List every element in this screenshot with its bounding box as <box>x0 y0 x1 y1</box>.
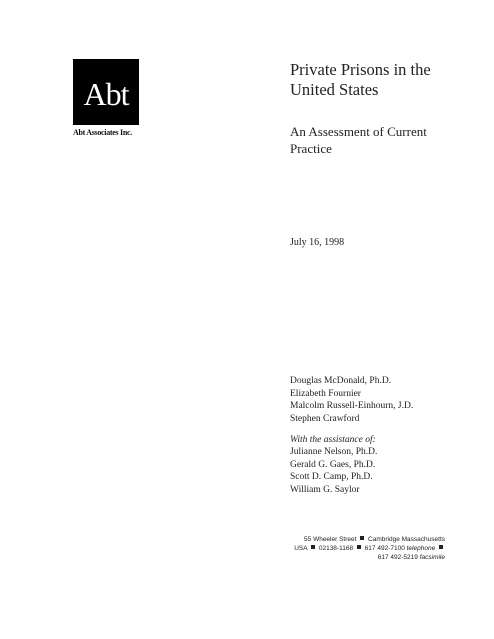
address-line-3 <box>270 553 445 562</box>
author-name: Stephen Crawford <box>290 413 360 424</box>
report-date: July 16, 1998 <box>290 237 345 248</box>
assistant-list <box>290 446 377 496</box>
company-name: Abt Associates Inc. <box>73 128 132 137</box>
address-line-2 <box>270 544 445 553</box>
street: 55 Wheeler Street <box>304 536 357 543</box>
author-list <box>290 375 413 425</box>
company-address <box>270 535 445 562</box>
assistant-name: Gerald G. Gaes, Ph.D. <box>290 459 376 470</box>
assistance-heading: With the assistance of: <box>290 435 376 445</box>
author-name: Elizabeth Fournier <box>290 388 361 399</box>
report-title <box>290 60 480 100</box>
fax-label: facsimile <box>419 554 445 561</box>
subtitle-line-1: An Assessment of Current <box>290 124 427 139</box>
zip-code: 02138-1168 <box>318 545 354 552</box>
country: USA <box>294 545 308 552</box>
square-bullet-icon <box>439 545 443 549</box>
phone-number: 617 492-7100 <box>364 545 405 552</box>
abt-logo <box>73 59 139 125</box>
assistant-name: Scott D. Camp, Ph.D. <box>290 472 373 482</box>
subtitle-line-2: Practice <box>290 141 332 156</box>
assistant-name: William G. Saylor <box>290 484 360 495</box>
city: Cambridge Massachusetts <box>368 536 445 543</box>
address-line-1 <box>270 535 445 544</box>
report-subtitle <box>290 123 480 157</box>
phone-label: telephone <box>406 545 436 552</box>
author-name: Malcolm Russell-Einhourn, J.D. <box>290 401 414 411</box>
logo-mark: Abt <box>83 76 129 112</box>
square-bullet-icon <box>311 545 315 549</box>
assistant-name: Julianne Nelson, Ph.D. <box>290 447 378 457</box>
square-bullet-icon <box>360 536 364 540</box>
title-line-2: United States <box>290 80 379 99</box>
fax-number: 617 492-5219 <box>377 554 418 561</box>
author-name: Douglas McDonald, Ph.D. <box>290 376 392 386</box>
square-bullet-icon <box>357 545 361 549</box>
title-line-1: Private Prisons in the <box>290 60 431 79</box>
